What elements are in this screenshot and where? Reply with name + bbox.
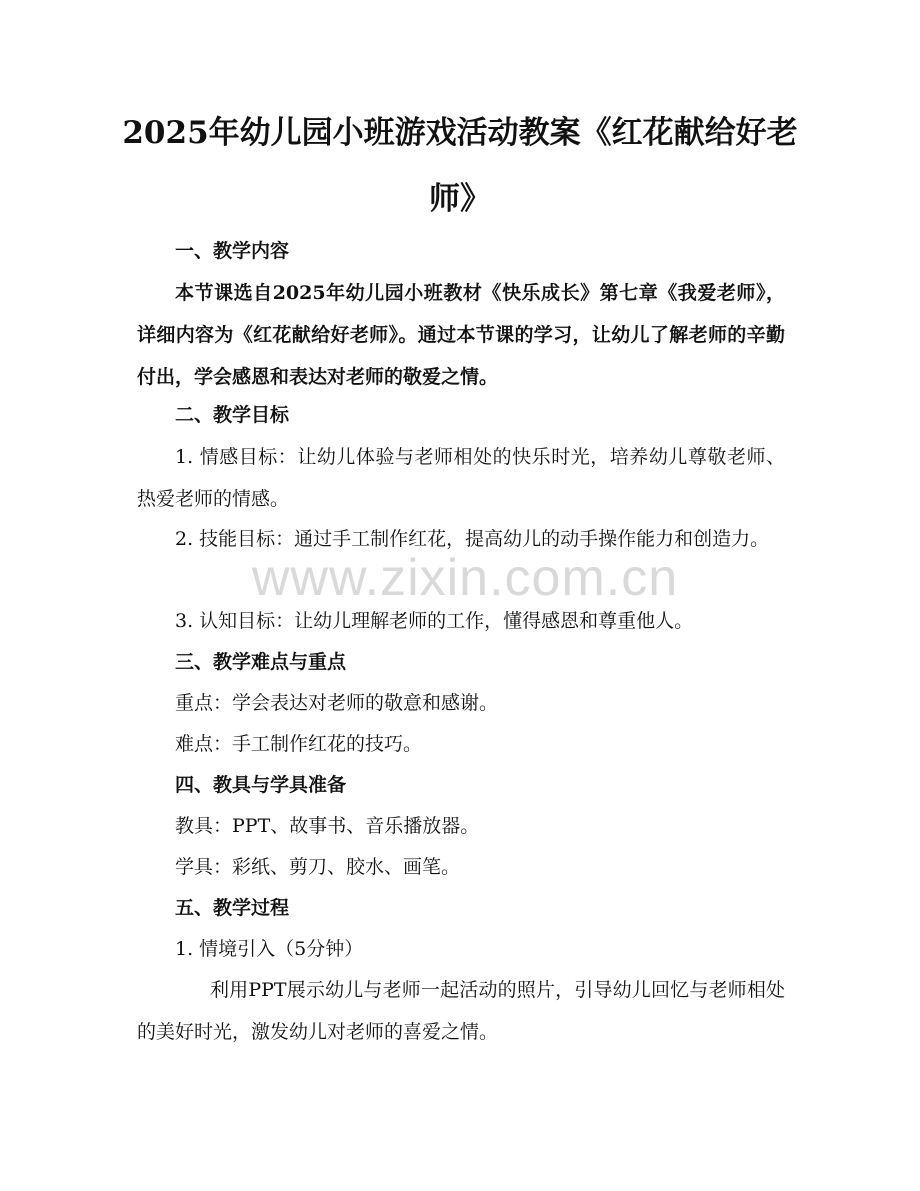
section-heading-materials: 四、教具与学具准备 [175,774,347,796]
section-content-paragraph: 本节课选自2025年幼儿园小班教材《快乐成长》第七章《我爱老师》，详细内容为《红花献给好老师》。通过本节课的学习，让幼儿了解老师的辛勤付出，学会感恩和表达对老师的敬爱之情。 [137,282,785,388]
process-step-1-text: 利用PPT展示幼儿与老师一起活动的照片，引导幼儿回忆与老师相处的美好时光，激发幼儿对老师的喜爱之情。 [137,979,785,1043]
section-heading-process: 五、教学过程 [175,897,290,919]
section-heading-keypoints: 三、教学难点与重点 [175,651,347,673]
section-heading-content: 一、教学内容 [175,240,290,262]
section-heading-goals: 二、教学目标 [175,404,290,426]
teacher-materials: 教具：PPT、故事书、音乐播放器。 [175,815,480,837]
goal-skill: 2. 技能目标：通过手工制作红花，提高幼儿的动手操作能力和创造力。 [175,528,770,550]
student-materials: 学具：彩纸、剪刀、胶水、画笔。 [175,856,461,878]
difficult-point: 难点：手工制作红花的技巧。 [175,733,423,755]
goal-emotion: 1. 情感目标：让幼儿体验与老师相处的快乐时光，培养幼儿尊敬老师、热爱老师的情感。 [137,446,785,510]
watermark: www.zixin.com.cn [251,549,679,607]
document-title: 2025年幼儿园小班游戏活动教案《红花献给好老师》 [122,115,798,217]
key-point: 重点：学会表达对老师的敬意和感谢。 [175,692,499,714]
goal-cognition: 3. 认知目标：让幼儿理解老师的工作，懂得感恩和尊重他人。 [175,610,694,632]
process-step-1: 1. 情境引入（5分钟） [175,938,364,960]
